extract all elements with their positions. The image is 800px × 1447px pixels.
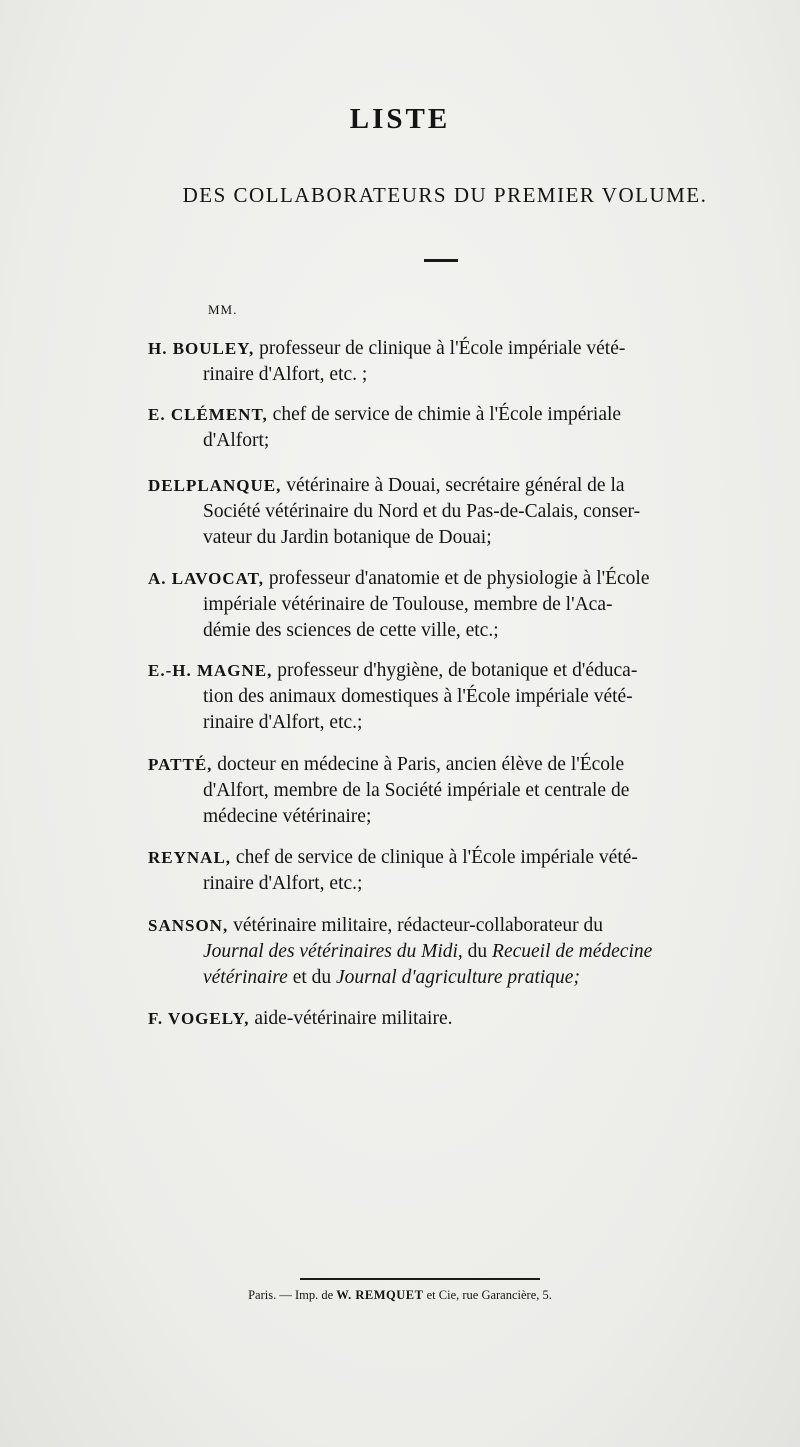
entry-name: H. BOULEY, [148,339,255,358]
entry-continuation: rinaire d'Alfort, etc. ; [203,364,368,385]
entry-continuation: Société vétérinaire du Nord et du Pas-de-Calais, conser- [203,501,641,522]
entry-text: et du [287,967,337,988]
entry-continuation: d'Alfort, membre de la Société impériale et centrale de [203,780,630,801]
entry-continuation: rinaire d'Alfort, etc.; [203,873,363,894]
entry-name: PATTÉ, [148,755,213,774]
entry-text: docteur en médecine à Paris, ancien élève de l'École [217,754,625,775]
entry-continuation: rinaire d'Alfort, etc.; [203,712,363,733]
entry-continuation: médecine vétérinaire; [203,806,372,827]
entry-text: professeur de clinique à l'École impériale vété- [259,338,626,359]
footer-rule [300,1278,540,1280]
imprint-printer: W. REMQUET [336,1288,424,1302]
entry-text: chef de service de clinique à l'École impériale vété- [235,847,638,868]
journal-title: Journal des vétérinaires du Midi, [203,941,463,962]
entry-continuation: démie des sciences de cette ville, etc.; [203,620,499,641]
entry-vogely [148,1006,728,1032]
entry-reynal [148,845,728,897]
entry-sanson [148,913,728,991]
entry-text: aide-vétérinaire militaire. [254,1008,453,1029]
entry-text: professeur d'anatomie et de physiologie à l'École [268,568,650,589]
entry-continuation: d'Alfort; [203,430,270,451]
entry-magne [148,658,728,736]
entry-continuation: vateur du Jardin botanique de Douai; [203,527,492,548]
page-title: LISTE [349,103,451,135]
entry-bouley [148,336,728,388]
entry-patte [148,752,728,830]
entry-text: professeur d'hygiène, de botanique et d'éduca- [277,660,638,681]
entry-name: A. LAVOCAT, [148,569,264,588]
entry-name: REYNAL, [148,848,232,867]
entry-clement [148,402,728,454]
entry-lavocat [148,566,728,644]
entry-name: F. VOGELY, [148,1009,250,1028]
entry-text: vétérinaire militaire, rédacteur-collaborateur du [233,915,604,936]
entry-text: chef de service de chimie à l'École impériale [272,404,622,425]
journal-title: Journal d'agriculture pratique; [336,967,580,988]
journal-title: Recueil de médecine [492,941,653,962]
entry-text: vétérinaire à Douai, secrétaire général de la [286,475,625,496]
imprint-post: et Cie, rue Garancière, 5. [423,1288,552,1302]
printer-imprint [0,1288,800,1303]
entry-name: SANSON, [148,916,229,935]
entry-delplanque [148,473,728,551]
imprint-pre: Paris. — Imp. de [248,1288,337,1302]
entry-name: DELPLANQUE, [148,476,282,495]
entry-text: du [462,941,493,962]
salutation: MM. [208,302,238,317]
title-divider [424,259,458,262]
journal-title: vétérinaire [203,967,288,988]
page-subtitle: DES COLLABORATEURS DU PREMIER VOLUME. [182,183,708,207]
entry-name: E. CLÉMENT, [148,405,268,424]
entry-name: E.-H. MAGNE, [148,661,273,680]
entry-continuation: tion des animaux domestiques à l'École impériale vété- [203,686,633,707]
entry-continuation: impériale vétérinaire de Toulouse, membre de l'Aca- [203,594,613,615]
